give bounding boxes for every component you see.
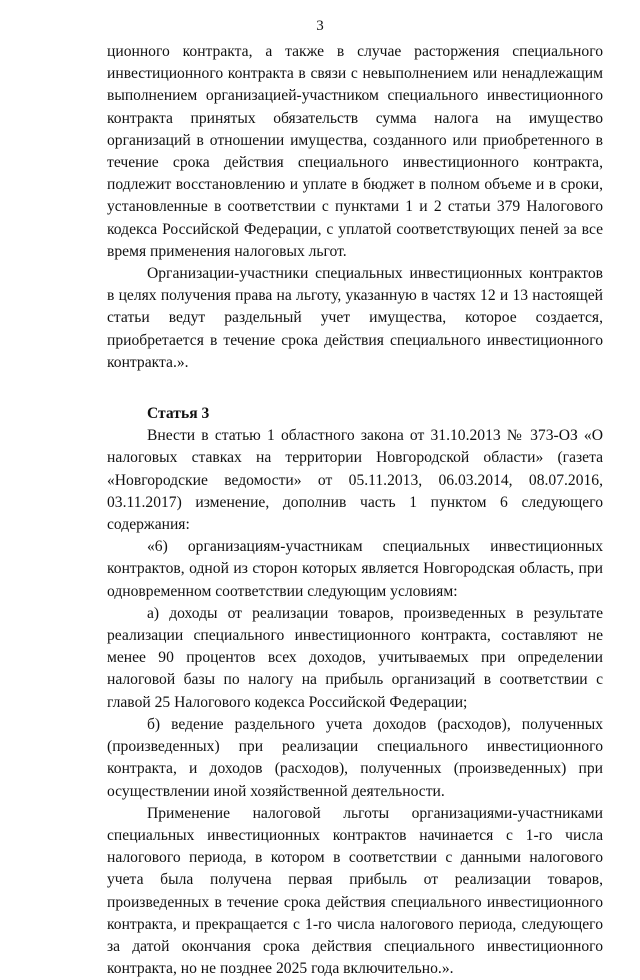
paragraph-point-6: «6) организациям-участникам специальных инвестиционных контрактов, одной из сторон которых является Новгородская область, при одновременном соответствии следующим условиям: xyxy=(107,538,603,600)
paragraph-continuation: ционного контракта, а также в случае расторжения специального инвестиционного контракта в связи с невыполнением или ненадлежащим выполнением организацией-участником специального инвестиционного контракта принятых обязательств сумма налога на имущество организаций в отношении имущества, созданного или приобретенного в течение срока действия специального инвестиционного контракта, подлежит восстановлению и уплате в бюджет в полном объеме и в сроки, установленные в соответствии с пунктами 1 и 2 статьи 379 Налогового кодекса Российской Федерации, с уплатой соответствующих пеней за все время применения налоговых льгот. xyxy=(107,43,603,260)
paragraph-amendment-intro: Внести в статью 1 областного закона от 31.10.2013 № 373-ОЗ «О налоговых ставках на территории Новгородской области» (газета «Новгородские ведомости» от 05.11.2013, 06.03.2014, 08.07.2016, 03.11.2017) изменение, дополнив часть 1 пунктом 6 следующего содержания: xyxy=(107,427,603,534)
page-number: 3 xyxy=(316,18,324,34)
section-spacer xyxy=(107,374,603,403)
paragraph-condition-a: а) доходы от реализации товаров, произведенных в результате реализации специального инвестиционного контракта, составляют не менее 90 процентов всех доходов, учитываемых при определении налоговой базы по налогу на прибыль организаций в соответствии с главой 25 Налогового кодекса Российской Федерации; xyxy=(107,604,603,711)
document-body xyxy=(107,41,603,980)
paragraph-separate-accounting: Организации-участники специальных инвестиционных контрактов в целях получения права на льготу, указанную в частях 12 и 13 настоящей статьи ведут раздельный учет имущества, которое создается, приобретается в течение срока действия специального инвестиционного контракта.». xyxy=(107,265,603,371)
article-heading: Статья 3 xyxy=(147,405,210,423)
paragraph-condition-b: б) ведение раздельного учета доходов (расходов), полученных (произведенных) при реализации специального инвестиционного контракта, и доходов (расходов), полученных (произведенных) при осуществлении иной хозяйственной деятельности. xyxy=(107,715,603,800)
paragraph-application-period: Применение налоговой льготы организациями-участниками специальных инвестиционных контрактов начинается с 1-го числа налогового периода, в котором в соответствии с данными налогового учета была получена первая прибыль от реализации товаров, произведенных в течение срока действия специального инвестиционного контракта, и прекращается с 1-го числа налогового периода, следующего за датой окончания срока действия специального инвестиционного контракта, но не позднее 2025 года включительно.». xyxy=(107,804,603,978)
